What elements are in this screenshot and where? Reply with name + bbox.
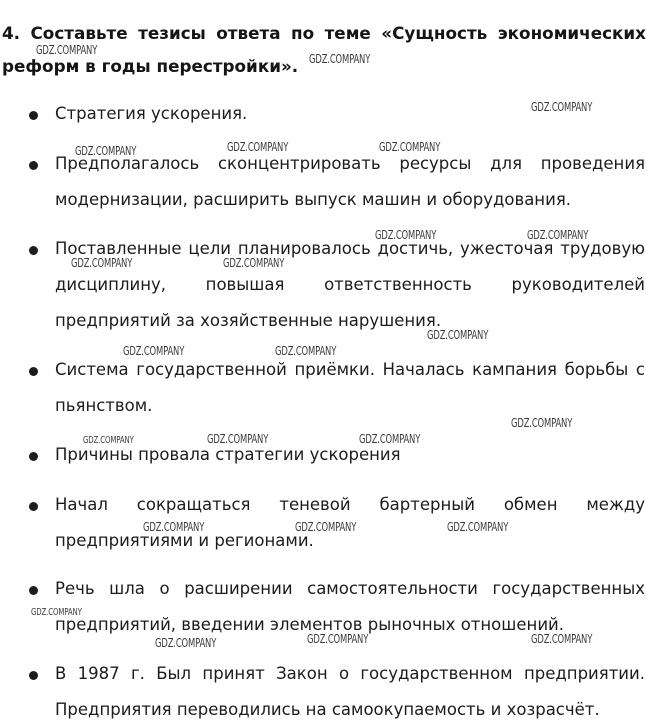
watermark: GDZ.COMPANY	[31, 607, 82, 618]
watermark: GDZ.COMPANY	[531, 632, 593, 646]
thesis-text-1: Стратегия ускорения.	[55, 104, 248, 123]
bullet-icon	[29, 586, 38, 595]
watermark: GDZ.COMPANY	[223, 256, 285, 270]
watermark: GDZ.COMPANY	[375, 228, 437, 242]
thesis-text-4: Система государственной приёмки. Началась кампания борьбы с пьянством.	[55, 360, 645, 415]
thesis-text-8: В 1987 г. Был принят Закон о государственном предприятии. Предприятия переводились на самоокупаемость и хозрасчёт.	[55, 664, 645, 719]
thesis-text-6: Начал сокращаться теневой бартерный обмен между предприятиями и регионами.	[55, 495, 645, 550]
watermark: GDZ.COMPANY	[275, 344, 337, 358]
task-heading: 4. Составьте тезисы ответа по теме «Сущность экономических реформ в годы перестройки».	[2, 23, 646, 76]
watermark: GDZ.COMPANY	[155, 636, 217, 650]
bullet-icon	[29, 671, 38, 680]
watermark: GDZ.COMPANY	[123, 344, 185, 358]
watermark: GDZ.COMPANY	[143, 520, 205, 534]
bullet-icon	[29, 502, 38, 511]
bullet-icon	[29, 161, 38, 170]
watermark: GDZ.COMPANY	[511, 416, 573, 430]
watermark: GDZ.COMPANY	[531, 100, 593, 114]
watermark: GDZ.COMPANY	[379, 140, 441, 154]
watermark: GDZ.COMPANY	[207, 432, 269, 446]
thesis-text-7: Речь шла о расширении самостоятельности государственных предприятий, введении элементов рыночных отношений.	[55, 579, 645, 634]
watermark: GDZ.COMPANY	[71, 256, 133, 270]
watermark: GDZ.COMPANY	[359, 432, 421, 446]
watermark: GDZ.COMPANY	[427, 328, 489, 342]
watermark: GDZ.COMPANY	[309, 52, 371, 66]
thesis-text-5: Причины провала стратегии ускорения	[55, 445, 401, 464]
bullet-icon	[29, 367, 38, 376]
thesis-text-3: Поставленные цели планировалось достичь, ужесточая трудовую дисциплину, повышая ответственность руководителей предприятий за хозяйственные нарушения.	[55, 239, 645, 330]
watermark: GDZ.COMPANY	[36, 43, 98, 57]
bullet-icon	[29, 111, 38, 120]
watermark: GDZ.COMPANY	[75, 144, 137, 158]
watermark: GDZ.COMPANY	[295, 520, 357, 534]
watermark: GDZ.COMPANY	[527, 228, 589, 242]
bullet-icon	[29, 246, 38, 255]
watermark: GDZ.COMPANY	[307, 632, 369, 646]
watermark: GDZ.COMPANY	[83, 435, 134, 446]
watermark: GDZ.COMPANY	[447, 520, 509, 534]
thesis-text-2: Предполагалось сконцентрировать ресурсы для проведения модернизации, расширить выпуск машин и оборудования.	[55, 154, 645, 209]
bullet-icon	[29, 452, 38, 461]
watermark: GDZ.COMPANY	[227, 140, 289, 154]
